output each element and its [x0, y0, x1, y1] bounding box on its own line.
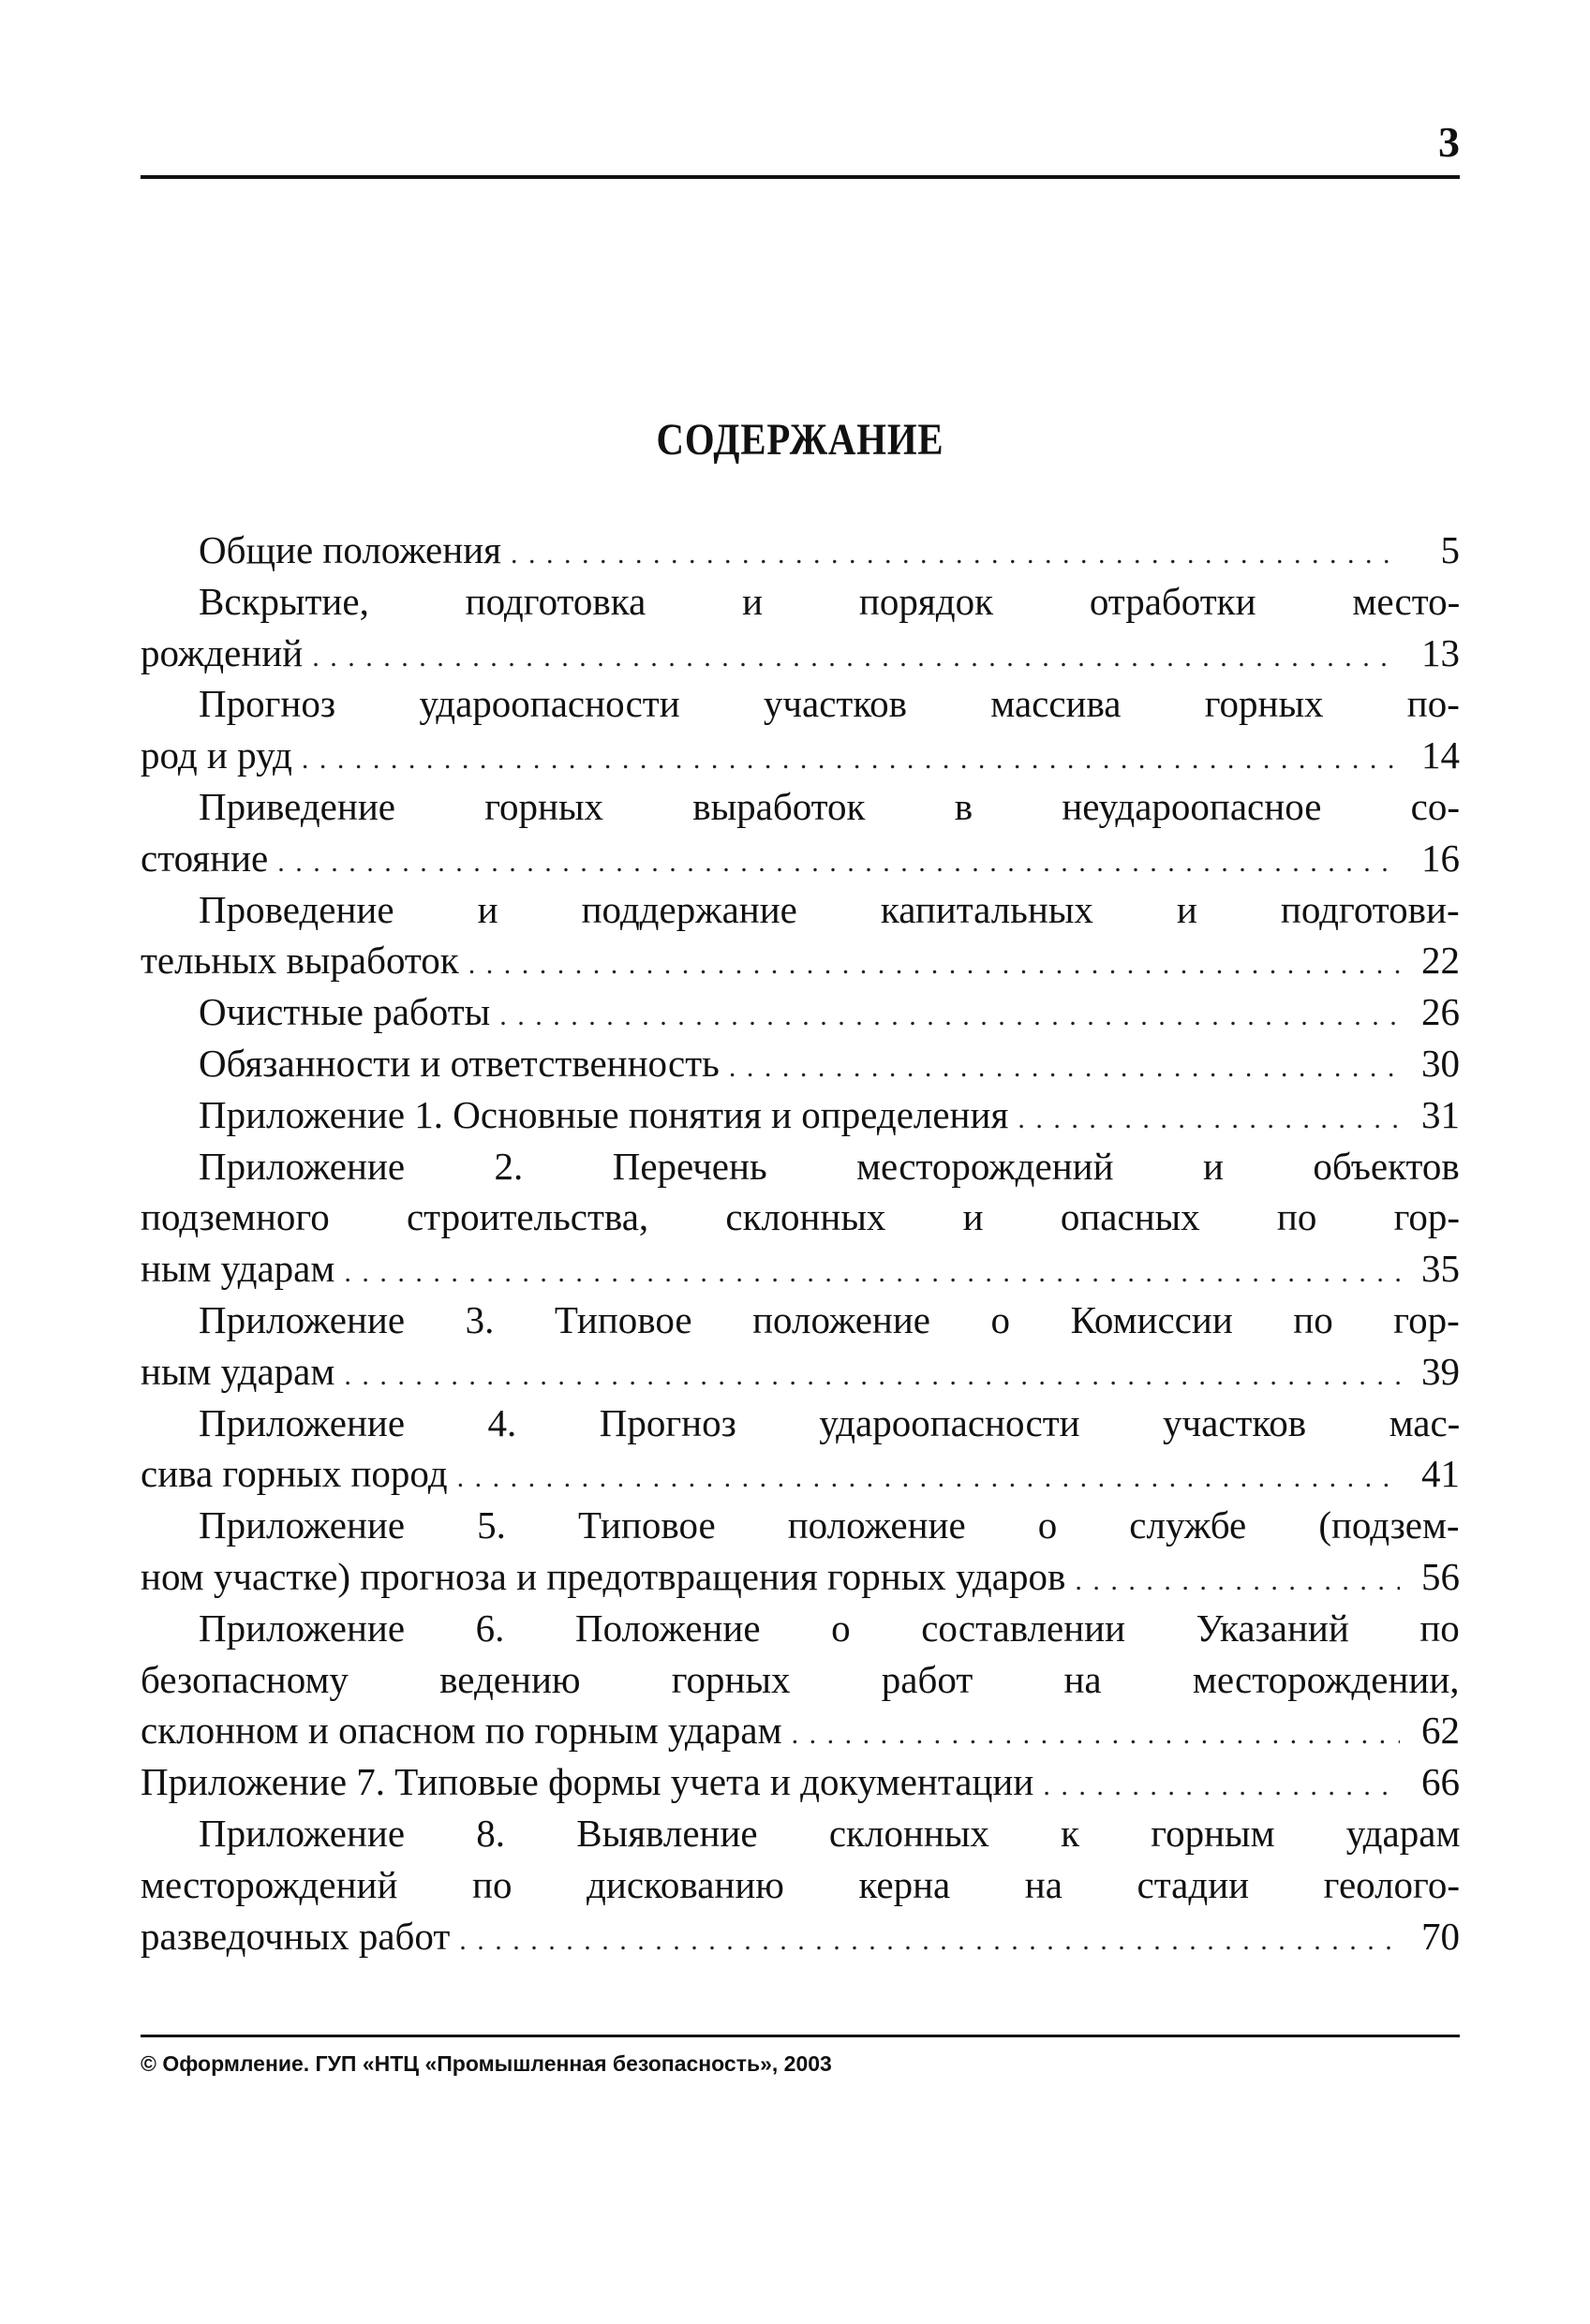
toc-entry-text: род и руд	[141, 733, 292, 777]
toc-page-number: 66	[1421, 1760, 1460, 1804]
toc-page-number: 13	[1421, 630, 1460, 674]
toc-entry-text: ном участке) прогноза и предотвращения горных ударов	[141, 1554, 1066, 1598]
dot-leader	[468, 940, 1400, 991]
dot-leader	[457, 1453, 1400, 1504]
contents-heading: СОДЕРЖАНИЕ	[656, 415, 944, 465]
toc-line	[141, 1911, 1460, 1962]
toc-line	[141, 576, 1460, 628]
toc-line	[141, 1398, 1460, 1449]
dot-leader	[511, 529, 1400, 581]
toc-entry-text: склонном и опасном по горным ударам	[141, 1709, 782, 1753]
toc-entry-text: сива горных пород	[141, 1452, 448, 1496]
toc-entry-text: ным ударам	[141, 1247, 335, 1291]
toc-page-number: 56	[1421, 1554, 1460, 1598]
dot-leader	[459, 1916, 1400, 1967]
toc-page-number: 39	[1421, 1349, 1460, 1393]
toc-entry-text: Приложение 6. Положение о составлении Указаний по	[199, 1606, 1460, 1650]
toc-page-number: 22	[1421, 939, 1460, 983]
toc-line	[141, 730, 1460, 781]
toc-line	[141, 1551, 1460, 1603]
dot-leader	[344, 1248, 1400, 1299]
toc-entry-text: Приведение горных выработок в неудароопасное со-	[199, 784, 1460, 828]
toc-line	[141, 1500, 1460, 1551]
footer-rule	[141, 2035, 1460, 2037]
toc-line	[141, 1705, 1460, 1756]
toc-page-number: 35	[1421, 1247, 1460, 1291]
toc-line	[141, 1448, 1460, 1500]
toc-page-number: 5	[1440, 528, 1460, 571]
toc-line	[141, 1295, 1460, 1346]
toc-line	[141, 678, 1460, 730]
toc-line	[141, 1192, 1460, 1243]
toc-line	[141, 1859, 1460, 1911]
dot-leader	[312, 632, 1400, 684]
toc-line	[141, 1141, 1460, 1192]
toc-page-number: 26	[1421, 990, 1460, 1034]
toc-page-number: 62	[1421, 1709, 1460, 1753]
toc-page-number: 16	[1421, 836, 1460, 880]
toc-entry-text: Обязанности и ответственность	[199, 1041, 720, 1085]
toc-line	[141, 1654, 1460, 1706]
toc-entry-text: Приложение 1. Основные понятия и определения	[199, 1092, 1009, 1136]
copyright-footer: © Оформление. ГУП «НТЦ «Промышленная безопасность», 2003	[141, 2051, 832, 2076]
toc-line	[141, 986, 1460, 1038]
toc-line	[141, 1808, 1460, 1859]
dot-leader	[499, 991, 1400, 1043]
toc-entry-text: ным ударам	[141, 1349, 335, 1393]
dot-leader	[1043, 1761, 1400, 1813]
toc-line	[141, 1089, 1460, 1141]
toc-entry-text: Приложение 3. Типовое положение о Комиссии по гор-	[199, 1297, 1460, 1341]
toc-line	[141, 628, 1460, 679]
dot-leader	[277, 837, 1400, 889]
toc-entry-text: Приложение 5. Типовое положение о службе (подзем-	[199, 1503, 1460, 1547]
toc-line	[141, 833, 1460, 884]
toc-page-number: 70	[1421, 1914, 1460, 1958]
toc-line	[141, 935, 1460, 986]
toc-entry-text: разведочных работ	[141, 1914, 451, 1958]
toc-entry-text: Приложение 2. Перечень месторождений и объектов	[199, 1144, 1460, 1188]
toc-entry-text: Приложение 8. Выявление склонных к горным ударам	[199, 1811, 1461, 1855]
toc-page-number: 31	[1421, 1092, 1460, 1136]
toc-line	[141, 525, 1460, 576]
dot-leader	[1018, 1094, 1400, 1146]
toc-entry-text: стояние	[141, 836, 269, 880]
toc-line	[141, 1038, 1460, 1089]
toc-entry-text: Проведение и поддержание капитальных и подготови-	[199, 887, 1460, 931]
toc-entry-text: Общие положения	[199, 528, 501, 571]
toc-page-number: 14	[1421, 733, 1460, 777]
toc-entry-text: рождений	[141, 630, 304, 674]
dot-leader	[729, 1043, 1400, 1094]
toc-line	[141, 781, 1460, 833]
toc-entry-text: Приложение 7. Типовые формы учета и документации	[141, 1760, 1034, 1804]
dot-leader	[1075, 1556, 1400, 1607]
toc-page-number: 41	[1421, 1452, 1460, 1496]
toc-line	[141, 1603, 1460, 1654]
toc-line	[141, 1243, 1460, 1295]
toc-entry-text: подземного строительства, склонных и опасных по гор-	[141, 1195, 1461, 1239]
toc-entry-text: Вскрытие, подготовка и порядок отработки место-	[199, 579, 1461, 623]
toc-entry-text: месторождений по дискованию керна на стадии геолого-	[141, 1862, 1461, 1906]
toc-line	[141, 1756, 1460, 1808]
toc-entry-text: Очистные работы	[199, 990, 491, 1034]
toc-line	[141, 1346, 1460, 1398]
toc-entry-text: тельных выработок	[141, 939, 459, 983]
toc-entry-text: безопасному ведению горных работ на месторождении,	[141, 1657, 1460, 1701]
table-of-contents	[141, 525, 1460, 1961]
page-number: 3	[1438, 118, 1460, 166]
toc-entry-text: Прогноз удароопасности участков массива горных по-	[199, 682, 1460, 726]
toc-entry-text: Приложение 4. Прогноз удароопасности участков мас-	[199, 1400, 1461, 1444]
toc-line	[141, 884, 1460, 936]
toc-page-number: 30	[1421, 1041, 1460, 1085]
header-rule	[141, 175, 1460, 179]
dot-leader	[302, 734, 1400, 786]
dot-leader	[344, 1351, 1400, 1402]
dot-leader	[792, 1710, 1400, 1761]
